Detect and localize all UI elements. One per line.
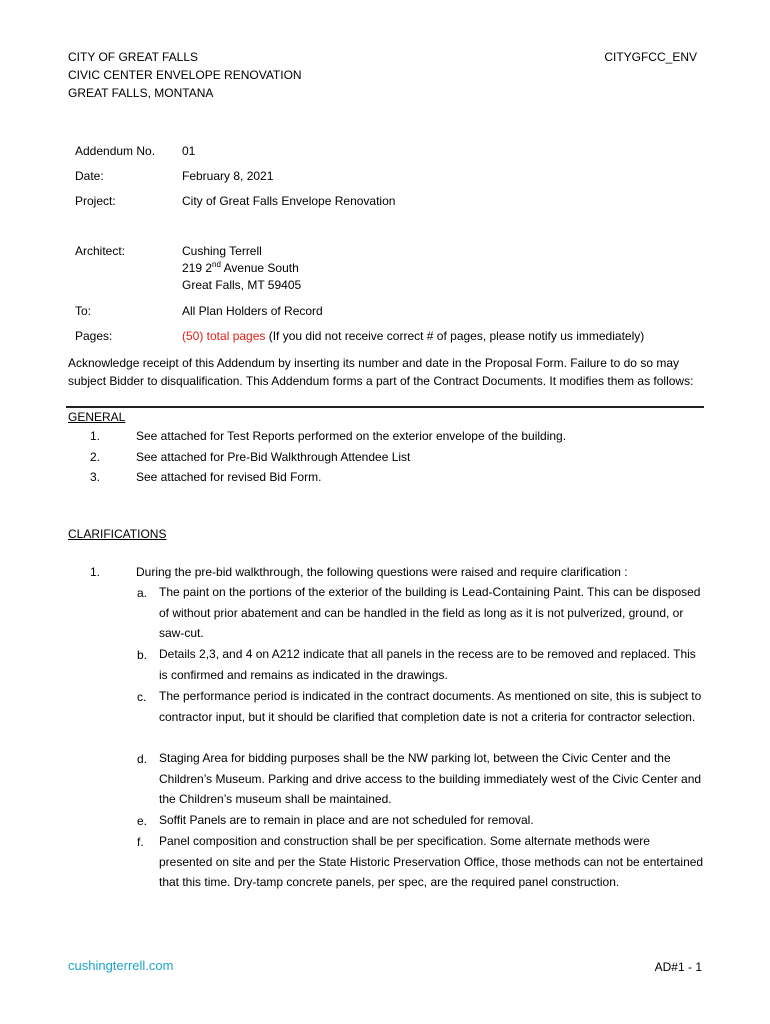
subitem-text: The performance period is indicated in the contract documents. As mentioned on site, this is subject to contractor input, but it should be clarified that completion date is not a criteria for contractor selection. xyxy=(159,689,702,724)
addendum-value: 01 xyxy=(182,144,196,158)
subitem-letter: e. xyxy=(137,814,148,828)
date-label: Date: xyxy=(75,169,104,183)
pages-label: Pages: xyxy=(75,329,113,343)
header-block xyxy=(68,48,302,102)
general-item-number: 3. xyxy=(90,470,101,484)
general-item-text: See attached for revised Bid Form. xyxy=(136,470,322,484)
architect-name: Cushing Terrell xyxy=(182,244,262,258)
footer-website-link[interactable]: cushingterrell.com xyxy=(68,958,174,973)
addendum-label: Addendum No. xyxy=(75,144,156,158)
subitem-letter: d. xyxy=(137,752,148,766)
project-value: City of Great Falls Envelope Renovation xyxy=(182,194,396,208)
clarification-item-number: 1. xyxy=(90,565,101,579)
architect-city: Great Falls, MT 59405 xyxy=(182,278,302,292)
subitem-letter: b. xyxy=(137,648,148,662)
acknowledgement-text: Acknowledge receipt of this Addendum by inserting its number and date in the Proposal Form. Failure to do so may subject Bidder to disqualification. This Addendum forms a part of the Contract Documents. It modifies them as follows: xyxy=(68,356,694,388)
header-project: CIVIC CENTER ENVELOPE RENOVATION xyxy=(68,68,302,82)
header-location: GREAT FALLS, MONTANA xyxy=(68,86,214,100)
subitem-letter: c. xyxy=(137,690,147,704)
general-item-number: 2. xyxy=(90,450,101,464)
subitem-letter: f. xyxy=(137,835,144,849)
clarification-item-text: During the pre-bid walkthrough, the following questions were raised and require clarification : xyxy=(136,565,628,579)
architect-label: Architect: xyxy=(75,244,126,258)
subitem-text: The paint on the portions of the exterior of the building is Lead-Containing Paint. This can be disposed of without prior abatement and can be handled in the field as long as it is not pulverized, ground, or saw-cut. xyxy=(159,585,701,641)
general-item-text: See attached for Test Reports performed on the exterior envelope of the building. xyxy=(136,429,567,443)
subitem-letter: a. xyxy=(137,586,148,600)
subitem-text: Details 2,3, and 4 on A212 indicate that all panels in the recess are to be removed and replaced. This is confirmed and remains as indicated in the drawings. xyxy=(159,647,696,682)
general-title: GENERAL xyxy=(68,410,126,424)
subitem-text: Staging Area for bidding purposes shall be the NW parking lot, between the Civic Center and the Children’s Museum. Parking and drive access to the building immediately west of the Civic Center and the Children’s museum shall be maintained. xyxy=(159,751,702,807)
footer-page-number: AD#1 - 1 xyxy=(654,960,702,974)
pages-value xyxy=(182,329,644,343)
section-divider xyxy=(66,406,704,408)
to-label: To: xyxy=(75,304,92,318)
header-city: CITY OF GREAT FALLS xyxy=(68,50,199,64)
header-code: CITYGFCC_ENV xyxy=(604,50,697,64)
to-value: All Plan Holders of Record xyxy=(182,304,323,318)
pages-note: (If you did not receive correct # of pages, please notify us immediately) xyxy=(265,329,645,343)
pages-count: (50) total pages xyxy=(182,329,266,343)
architect-street: 219 2nd Avenue South xyxy=(182,260,299,275)
project-label: Project: xyxy=(75,194,116,208)
general-item-text: See attached for Pre-Bid Walkthrough Attendee List xyxy=(136,450,411,464)
clarifications-title: CLARIFICATIONS xyxy=(68,527,167,541)
subitem-text: Soffit Panels are to remain in place and are not scheduled for removal. xyxy=(159,813,534,827)
date-value: February 8, 2021 xyxy=(182,169,274,183)
general-item-number: 1. xyxy=(90,429,101,443)
subitem-text: Panel composition and construction shall be per specification. Some alternate methods were presented on site and per the State Historic Preservation Office, those methods can not be entertained that this time. Dry-tamp concrete panels, per spec, are the required panel construction. xyxy=(159,834,704,890)
